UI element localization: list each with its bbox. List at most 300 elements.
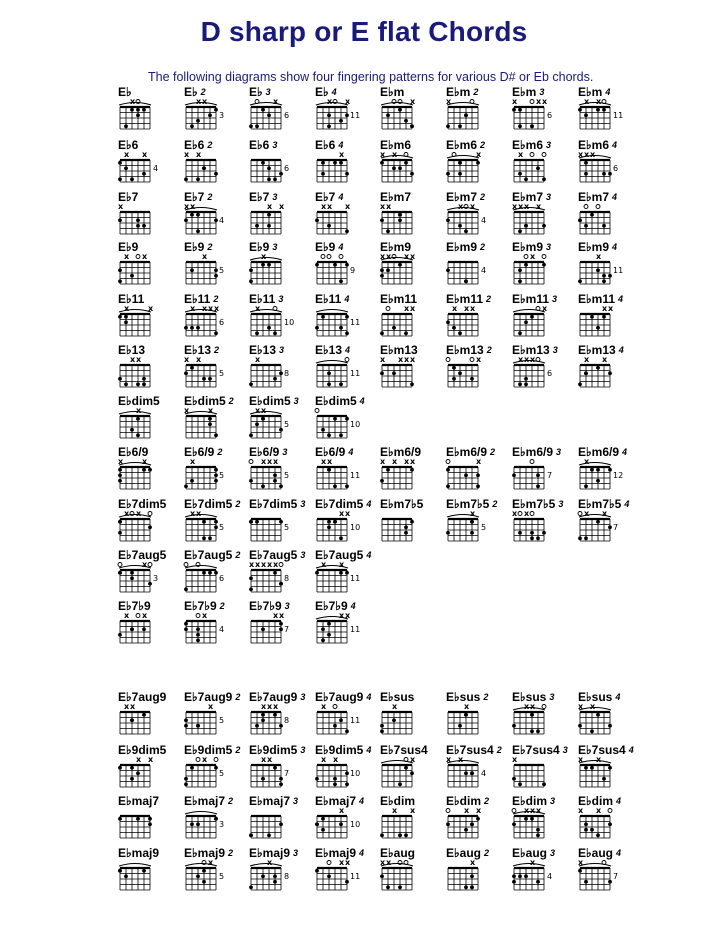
- finger-dot: [596, 108, 600, 112]
- finger-dot: [327, 224, 331, 228]
- finger-dot: [518, 531, 522, 535]
- chord-diagram: [118, 549, 182, 605]
- finger-dot: [464, 885, 468, 889]
- muted-string-mark: x: [470, 509, 476, 518]
- finger-dot: [190, 326, 194, 330]
- finger-dot: [410, 771, 414, 775]
- finger-dot: [130, 627, 134, 631]
- variant-number: 2: [480, 192, 486, 202]
- muted-string-mark: x: [208, 702, 214, 711]
- muted-string-mark: x: [464, 702, 470, 711]
- chord-diagram: [315, 139, 379, 195]
- chord-name: E♭7 $^3$: [249, 190, 278, 204]
- fretboard-grid: [184, 806, 230, 844]
- finger-dot: [398, 833, 402, 837]
- finger-dot: [590, 213, 594, 217]
- chord-name: E♭m6/9 $^2$: [446, 445, 496, 459]
- variant-number: 3: [279, 345, 285, 355]
- finger-dot: [118, 869, 122, 873]
- fretboard-grid: [184, 509, 230, 547]
- finger-dot: [279, 627, 283, 631]
- chord-diagram: [315, 691, 379, 747]
- finger-dot: [148, 822, 152, 826]
- barre-arc: [185, 566, 217, 569]
- finger-dot: [524, 874, 528, 878]
- chord-name: E♭6/9: [118, 445, 149, 459]
- open-string-mark: [184, 563, 188, 567]
- finger-dot: [142, 627, 146, 631]
- variant-number: 4: [345, 345, 351, 355]
- variant-number: 3: [556, 447, 562, 457]
- finger-dot: [202, 880, 206, 884]
- finger-dot: [249, 833, 253, 837]
- finger-dot: [315, 777, 319, 781]
- chord-name: E♭11 $^3$: [249, 292, 284, 306]
- chord-diagram: [578, 744, 642, 800]
- chord-name: E♭6: [118, 138, 139, 152]
- barre-arc: [447, 156, 479, 159]
- finger-dot: [196, 638, 200, 642]
- fretboard-grid: [118, 355, 164, 393]
- finger-dot: [118, 520, 122, 524]
- chord-diagram: [446, 293, 510, 349]
- chord-diagram: [446, 241, 510, 297]
- muted-string-mark: x: [202, 252, 208, 261]
- fret-number: 10: [350, 820, 361, 829]
- muted-string-mark: x: [142, 457, 148, 466]
- fret-number: 6: [547, 111, 553, 120]
- muted-string-mark: x: [410, 252, 416, 261]
- finger-dot: [596, 468, 600, 472]
- fretboard-grid: [380, 702, 426, 740]
- finger-dot: [214, 433, 218, 437]
- variant-number: 3: [550, 848, 556, 858]
- fretboard-grid: [315, 509, 361, 547]
- finger-dot: [380, 371, 384, 375]
- finger-dot: [327, 124, 331, 128]
- chord-diagram: [118, 395, 182, 451]
- finger-dot: [184, 782, 188, 786]
- chord-name: E♭m9 $^2$: [446, 240, 486, 254]
- finger-dot: [279, 484, 283, 488]
- finger-dot: [345, 729, 349, 733]
- barre-arc: [316, 361, 348, 364]
- finger-dot: [267, 113, 271, 117]
- finger-dot: [608, 468, 612, 472]
- finger-dot: [596, 326, 600, 330]
- variant-number: 2: [217, 447, 223, 457]
- finger-dot: [202, 166, 206, 170]
- finger-dot: [536, 484, 540, 488]
- finger-dot: [530, 817, 534, 821]
- chord-diagram: [578, 795, 642, 851]
- open-string-mark: [386, 307, 390, 311]
- finger-dot: [333, 417, 337, 421]
- finger-dot: [273, 571, 277, 575]
- variant-number: 3: [272, 140, 278, 150]
- muted-string-mark: x: [208, 304, 214, 313]
- chord-diagram: [446, 86, 510, 142]
- finger-dot: [273, 473, 277, 477]
- finger-dot: [518, 229, 522, 233]
- chord-name: E♭9dim5: [118, 743, 167, 757]
- muted-string-mark: x: [136, 406, 142, 415]
- chord-diagram: [380, 344, 444, 400]
- open-string-mark: [446, 809, 450, 813]
- chord-diagram: [118, 241, 182, 297]
- open-string-mark: [327, 861, 331, 865]
- muted-string-mark: x: [261, 755, 267, 764]
- finger-dot: [255, 224, 259, 228]
- muted-string-mark: x: [130, 97, 136, 106]
- chord-diagram: [118, 847, 182, 903]
- muted-string-mark: x: [339, 509, 345, 518]
- finger-dot: [184, 718, 188, 722]
- page-subtitle: The following diagrams show four fingering patterns for various D# or Eb chords.: [148, 70, 594, 84]
- finger-dot: [148, 525, 152, 529]
- fretboard-grid: [118, 150, 164, 188]
- chord-diagram: [118, 498, 182, 554]
- finger-dot: [584, 536, 588, 540]
- chord-name: E♭7sus4 $^4$: [578, 743, 634, 757]
- finger-dot: [446, 172, 450, 176]
- chord-name: E♭maj7 $^3$: [249, 794, 299, 808]
- muted-string-mark: x: [273, 702, 279, 711]
- finger-dot: [524, 377, 528, 381]
- muted-string-mark: x: [404, 457, 410, 466]
- fretboard-grid: [380, 858, 426, 896]
- muted-string-mark: x: [392, 457, 398, 466]
- finger-dot: [261, 263, 265, 267]
- fretboard-grid: [315, 252, 361, 290]
- finger-dot: [518, 108, 522, 112]
- barre-arc: [513, 864, 545, 867]
- fretboard-grid: [184, 560, 230, 598]
- fretboard-grid: [118, 406, 164, 444]
- chord-name: E♭m7: [380, 190, 412, 204]
- fretboard-grid: [446, 150, 492, 188]
- muted-string-mark: x: [524, 702, 530, 711]
- finger-dot: [124, 382, 128, 386]
- finger-dot: [339, 161, 343, 165]
- muted-string-mark: x: [584, 457, 590, 466]
- finger-dot: [124, 320, 128, 324]
- muted-string-mark: x: [476, 150, 482, 159]
- chord-diagram: [315, 847, 379, 903]
- muted-string-mark: x: [142, 150, 148, 159]
- muted-string-mark: x: [380, 457, 386, 466]
- finger-dot: [578, 869, 582, 873]
- muted-string-mark: x: [184, 150, 190, 159]
- open-string-mark: [470, 358, 474, 362]
- finger-dot: [249, 885, 253, 889]
- variant-number: 2: [490, 447, 496, 457]
- open-string-mark: [214, 758, 218, 762]
- muted-string-mark: x: [590, 150, 596, 159]
- muted-string-mark: x: [124, 702, 130, 711]
- finger-dot: [518, 279, 522, 283]
- chord-name: E♭m7 $^4$: [578, 190, 618, 204]
- variant-number: 3: [272, 242, 278, 252]
- finger-dot: [130, 274, 134, 278]
- finger-dot: [255, 124, 259, 128]
- chord-name: E♭7aug5: [118, 548, 167, 562]
- finger-dot: [446, 218, 450, 222]
- fretboard-grid: [315, 202, 361, 240]
- variant-number: 3: [546, 140, 552, 150]
- variant-number: 2: [228, 796, 234, 806]
- muted-string-mark: x: [327, 202, 333, 211]
- fretboard-grid: [118, 252, 164, 290]
- muted-string-mark: x: [584, 97, 590, 106]
- muted-string-mark: x: [184, 355, 190, 364]
- finger-dot: [398, 263, 402, 267]
- variant-number: 3: [293, 396, 299, 406]
- page-title: D sharp or E flat Chords: [200, 16, 528, 47]
- finger-dot: [202, 571, 206, 575]
- finger-dot: [190, 366, 194, 370]
- finger-dot: [255, 520, 259, 524]
- fretboard-grid: [249, 150, 295, 188]
- fret-number: 5: [219, 872, 225, 881]
- muted-string-mark: x: [327, 457, 333, 466]
- finger-dot: [184, 484, 188, 488]
- finger-dot: [118, 473, 122, 477]
- finger-dot: [404, 833, 408, 837]
- finger-dot: [608, 880, 612, 884]
- open-string-mark: [148, 563, 152, 567]
- finger-dot: [518, 172, 522, 176]
- finger-dot: [530, 124, 534, 128]
- variant-number: 3: [546, 242, 552, 252]
- fret-number: 11: [350, 318, 361, 327]
- finger-dot: [608, 525, 612, 529]
- finger-dot: [404, 766, 408, 770]
- finger-dot: [255, 422, 259, 426]
- chord-name: E♭sus: [380, 690, 415, 704]
- fret-number: 4: [219, 625, 225, 634]
- muted-string-mark: x: [410, 457, 416, 466]
- chord-diagram: [249, 744, 313, 800]
- muted-string-mark: x: [261, 457, 267, 466]
- muted-string-mark: x: [130, 702, 136, 711]
- chord-diagram: [512, 446, 576, 502]
- finger-dot: [130, 718, 134, 722]
- fretboard-grid: [184, 457, 230, 495]
- muted-string-mark: x: [410, 355, 416, 364]
- finger-dot: [124, 315, 128, 319]
- variant-number: 2: [213, 294, 219, 304]
- muted-string-mark: x: [470, 858, 476, 867]
- fret-number: 11: [350, 369, 361, 378]
- variant-number: 2: [235, 745, 241, 755]
- finger-dot: [261, 417, 265, 421]
- finger-dot: [524, 263, 528, 267]
- finger-dot: [267, 177, 271, 181]
- finger-dot: [214, 479, 218, 483]
- finger-dot: [130, 777, 134, 781]
- variant-number: 3: [284, 601, 290, 611]
- muted-string-mark: x: [458, 755, 464, 764]
- chord-diagram: [249, 549, 313, 605]
- muted-string-mark: x: [255, 355, 261, 364]
- finger-dot: [196, 229, 200, 233]
- chord-name: E♭dim $^2$: [446, 794, 490, 808]
- finger-dot: [321, 315, 325, 319]
- fretboard-grid: [184, 304, 230, 342]
- muted-string-mark: x: [261, 560, 267, 569]
- chord-name: E♭m6: [380, 138, 412, 152]
- fret-number: 5: [219, 523, 225, 532]
- finger-dot: [512, 880, 516, 884]
- finger-dot: [596, 268, 600, 272]
- finger-dot: [273, 713, 277, 717]
- fret-number: 5: [481, 523, 487, 532]
- variant-number: 4: [618, 294, 624, 304]
- finger-dot: [608, 724, 612, 728]
- finger-dot: [249, 479, 253, 483]
- chord-name: E♭13 $^4$: [315, 343, 351, 357]
- chord-name: E♭m $^4$: [578, 85, 611, 99]
- finger-dot: [267, 224, 271, 228]
- muted-string-mark: x: [190, 457, 196, 466]
- finger-dot: [136, 382, 140, 386]
- fret-number: 5: [219, 266, 225, 275]
- finger-dot: [261, 713, 265, 717]
- finger-dot: [380, 161, 384, 165]
- chord-name: E♭m13: [380, 343, 418, 357]
- finger-dot: [208, 377, 212, 381]
- finger-dot: [279, 782, 283, 786]
- finger-dot: [273, 880, 277, 884]
- finger-dot: [124, 124, 128, 128]
- finger-dot: [130, 108, 134, 112]
- finger-dot: [208, 536, 212, 540]
- finger-dot: [590, 828, 594, 832]
- fret-number: 11: [350, 716, 361, 725]
- chord-name: E♭m6 $^3$: [512, 138, 552, 152]
- chord-name: E♭dim5 $^2$: [184, 394, 234, 408]
- fret-number: 7: [613, 872, 619, 881]
- fretboard-grid: [578, 252, 624, 290]
- muted-string-mark: x: [518, 202, 524, 211]
- finger-dot: [578, 382, 582, 386]
- muted-string-mark: x: [202, 755, 208, 764]
- muted-string-mark: x: [190, 304, 196, 313]
- chord-name: E♭m7 $^3$: [512, 190, 552, 204]
- finger-dot: [327, 525, 331, 529]
- variant-number: 3: [300, 499, 306, 509]
- chord-diagram: [315, 395, 379, 451]
- finger-dot: [470, 822, 474, 826]
- fretboard-grid: [578, 457, 624, 495]
- finger-dot: [386, 229, 390, 233]
- finger-dot: [524, 320, 528, 324]
- muted-string-mark: x: [590, 702, 596, 711]
- chord-name: E♭dim $^4$: [578, 794, 622, 808]
- variant-number: 2: [207, 192, 213, 202]
- chord-diagram: [118, 344, 182, 400]
- chord-name: E♭m7♭5 $^4$: [578, 497, 630, 511]
- fretboard-grid: [249, 97, 295, 135]
- fret-number: 6: [219, 574, 225, 583]
- finger-dot: [118, 571, 122, 575]
- muted-string-mark: x: [190, 509, 196, 518]
- fret-number: 6: [547, 369, 553, 378]
- muted-string-mark: x: [476, 806, 482, 815]
- muted-string-mark: x: [578, 806, 584, 815]
- muted-string-mark: x: [142, 252, 148, 261]
- finger-dot: [536, 880, 540, 884]
- finger-dot: [136, 433, 140, 437]
- muted-string-mark: x: [578, 858, 584, 867]
- fretboard-grid: [249, 702, 295, 740]
- open-string-mark: [327, 255, 331, 259]
- muted-string-mark: x: [524, 202, 530, 211]
- chord-diagram: [380, 191, 444, 247]
- finger-dot: [214, 218, 218, 222]
- open-string-mark: [118, 563, 122, 567]
- chord-name: E♭7dim5 $^3$: [249, 497, 306, 511]
- fretboard-grid: [512, 457, 558, 495]
- barre-arc: [447, 103, 479, 106]
- muted-string-mark: x: [584, 509, 590, 518]
- chord-name: E♭maj9 $^2$: [184, 846, 234, 860]
- fretboard-grid: [315, 560, 361, 598]
- finger-dot: [410, 124, 414, 128]
- fret-number: 6: [613, 164, 619, 173]
- finger-dot: [464, 771, 468, 775]
- chord-name: E♭7♭9: [118, 599, 151, 613]
- fret-number: 10: [350, 523, 361, 532]
- chord-name: E♭7aug9 $^4$: [315, 690, 372, 704]
- open-string-mark: [578, 512, 582, 516]
- finger-dot: [398, 108, 402, 112]
- muted-string-mark: x: [512, 202, 518, 211]
- chord-diagram: [184, 344, 248, 400]
- fretboard-grid: [249, 304, 295, 342]
- open-string-mark: [279, 563, 283, 567]
- fretboard-grid: [315, 702, 361, 740]
- finger-dot: [184, 177, 188, 181]
- chord-diagram: [512, 498, 576, 554]
- finger-dot: [118, 177, 122, 181]
- muted-string-mark: x: [273, 97, 279, 106]
- chord-diagram: [512, 847, 576, 903]
- finger-dot: [214, 331, 218, 335]
- barre-arc: [316, 310, 348, 313]
- fret-number: 5: [284, 420, 290, 429]
- fret-number: 7: [284, 625, 290, 634]
- finger-dot: [345, 417, 349, 421]
- muted-string-mark: x: [261, 406, 267, 415]
- finger-dot: [184, 724, 188, 728]
- fret-number: 12: [613, 471, 624, 480]
- finger-dot: [279, 520, 283, 524]
- finger-dot: [536, 536, 540, 540]
- finger-dot: [339, 822, 343, 826]
- finger-dot: [590, 315, 594, 319]
- finger-dot: [380, 479, 384, 483]
- chord-diagram: [315, 600, 379, 656]
- chord-diagram: [446, 446, 510, 502]
- finger-dot: [214, 268, 218, 272]
- finger-dot: [584, 224, 588, 228]
- finger-dot: [602, 108, 606, 112]
- fret-number: 11: [350, 471, 361, 480]
- finger-dot: [380, 268, 384, 272]
- fretboard-grid: [184, 97, 230, 135]
